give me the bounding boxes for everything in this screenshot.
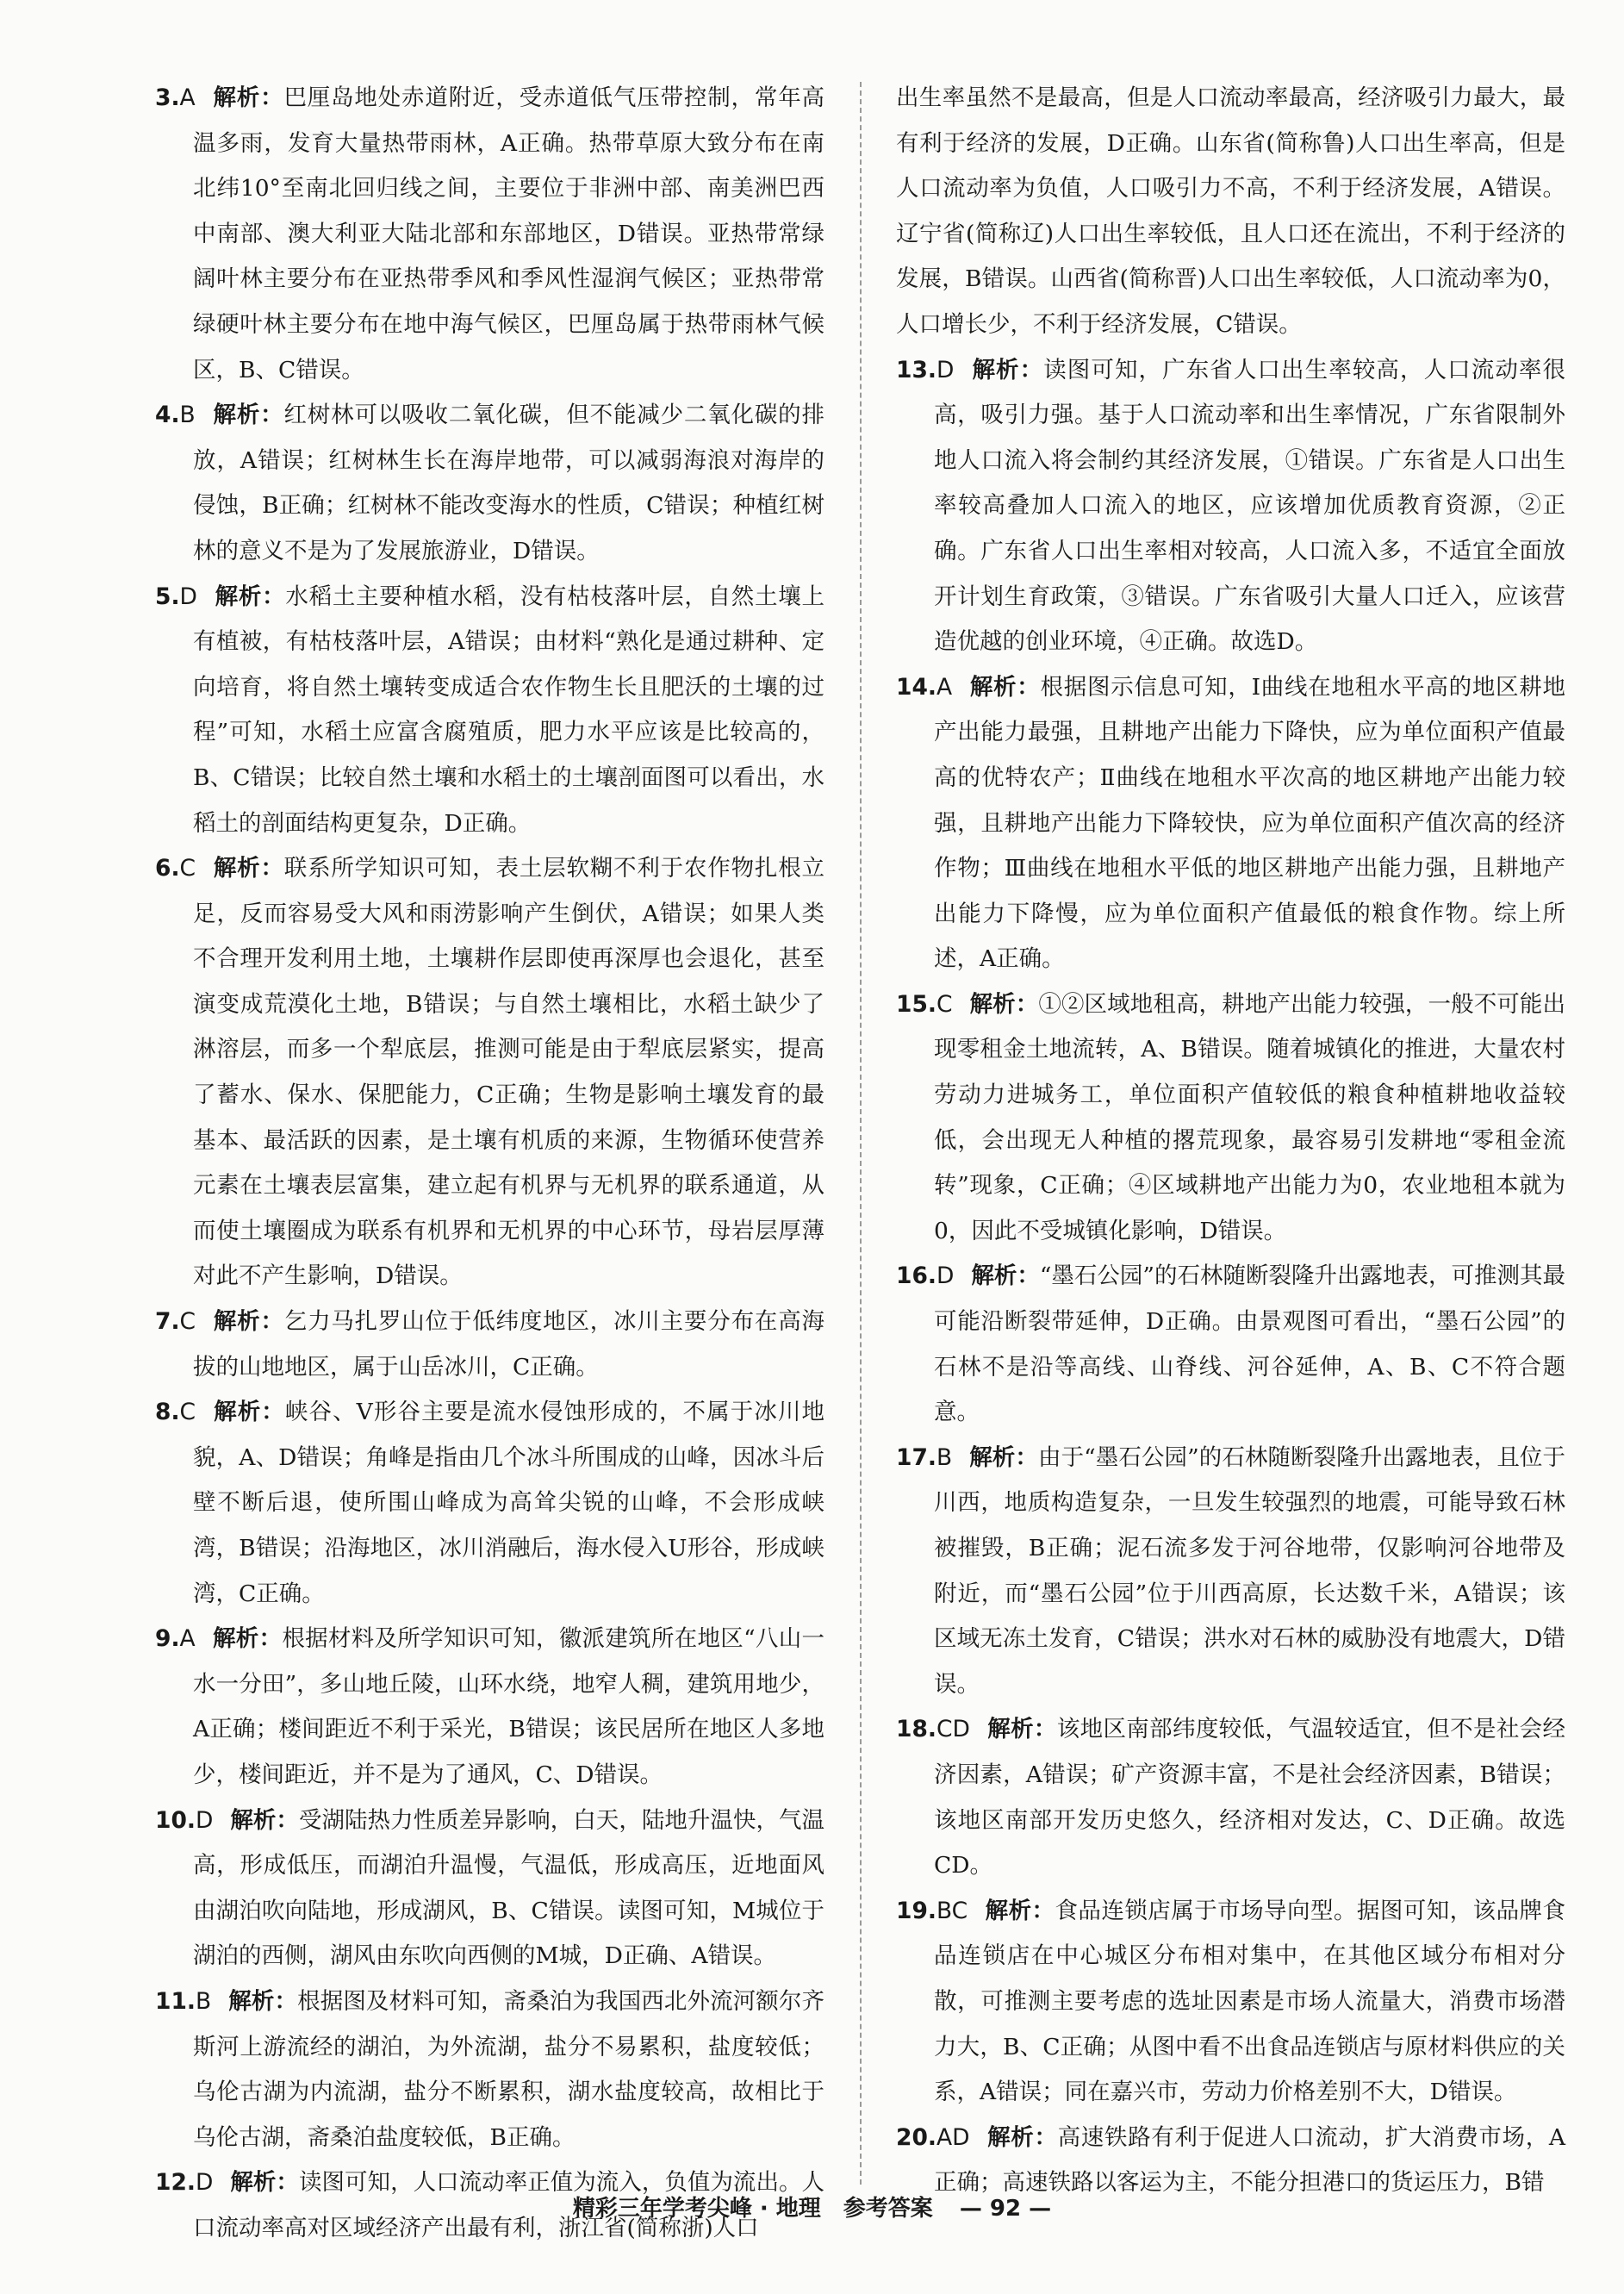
analysis-text: 峡谷、V形谷主要是流水侵蚀形成的，不属于冰川地貌，A、D错误；角峰是指由几个冰斗所围成的山峰，因冰斗后壁不断后退，使所围山峰成为高耸尖锐的山峰，不会形成峡湾，B错误；沿海地区，冰川消融后，海水侵入U形谷，形成峡湾，C正确。 xyxy=(193,1399,824,1607)
analysis-label: 解析： xyxy=(971,356,1044,383)
question-number: 16. xyxy=(896,1262,936,1290)
analysis-label: 解析： xyxy=(212,402,284,429)
analysis-text: 联系所学知识可知，表土层软糊不利于农作物扎根立足，反而容易受大风和雨涝影响产生倒伏，A错误；如果人类不合理开发利用土地，土壤耕作层即使再深厚也会退化，甚至演变成荒漠化土地，B错误；与自然土壤相比，水稻土缺少了淋溶层，而多一个犁底层，推测可能是由于犁底层紧实，提高了蓄水、保水、保肥能力，C正确；生物是影响土壤发育的最基本、最活跃的因素，是土壤有机质的来源，生物循环使营养元素在土壤表层富集，建立起有机界与无机界的联系通道，从而使土壤圈成为联系有机界和无机界的中心环节，母岩层厚薄对此不产生影响，D错误。 xyxy=(193,855,825,1290)
analysis-text: 读图可知，人口流动率正值为流入，负值为流出。人口流动率高对区域经济产出最有利，浙江省(简称浙)人口 xyxy=(193,2169,825,2241)
answer-choice: D xyxy=(195,2169,214,2197)
answer-item xyxy=(155,846,824,1300)
analysis-text: 红树林可以吸收二氧化碳，但不能减少二氧化碳的排放，A错误；红树林生长在海岸地带，可以减弱海浪对海岸的侵蚀，B正确；红树林不能改变海水的性质，C错误；种植红树林的意义不是为了发展旅游业，D错误。 xyxy=(193,402,825,564)
analysis-text: 巴厘岛地处赤道附近，受赤道低气压带控制，常年高温多雨，发育大量热带雨林，A正确。热带草原大致分布在南北纬10°至南北回归线之间，主要位于非洲中部、南美洲巴西中南部、澳大利亚大陆北部和东部地区，D错误。亚热带常绿阔叶林主要分布在亚热带季风和季风性湿润气候区；亚热带常绿硬叶林主要分布在地中海气候区，巴厘岛属于热带雨林气候区，B、C错误。 xyxy=(193,84,825,383)
analysis-text: 乞力马扎罗山位于低纬度地区，冰川主要分布在高海拔的山地地区，属于山岳冰川，C正确。 xyxy=(193,1308,825,1381)
analysis-text: 根据图及材料可知，斋桑泊为我国西北外流河额尔齐斯河上游流经的湖泊，为外流湖，盐分不易累积，盐度较低；乌伦古湖为内流湖，盐分不断累积，湖水盐度较高，故相比于乌伦古湖，斋桑泊盐度较低，B正确。 xyxy=(193,1987,825,2151)
analysis-label: 解析： xyxy=(986,1716,1057,1743)
question-number: 14. xyxy=(896,673,936,701)
answer-item xyxy=(896,348,1565,665)
analysis-text: 高速铁路有利于促进人口流动，扩大消费市场，A正确；高速铁路以客运为主，不能分担港口的货运压力，B错 xyxy=(934,2123,1566,2197)
question-number: 19. xyxy=(896,1897,936,1924)
answer-choice: CD xyxy=(936,1716,970,1743)
continued-answer-text: 出生率虽然不是最高，但是人口流动率最高，经济吸引力最大，最有利于经济的发展，D正确。山东省(简称鲁)人口出生率高，但是人口流动率为负值，人口吸引力不高，不利于经济发展，A错误。辽宁省(简称辽)人口出生率较低，且人口还在流出，不利于经济的发展，B错误。山西省(简称晋)人口出生率较低，人口流动率为0，人口增长少，不利于经济发展，C错误。 xyxy=(896,84,1565,338)
answer-choice: D xyxy=(936,1262,955,1290)
column-divider xyxy=(860,82,862,2185)
answer-choice: D xyxy=(195,1806,214,1834)
answer-item xyxy=(896,1254,1565,1435)
question-number: 7. xyxy=(155,1308,180,1336)
page-number: — 92 — xyxy=(959,2196,1052,2222)
question-number: 6. xyxy=(155,855,180,882)
answer-item xyxy=(896,1889,1565,2116)
analysis-label: 解析： xyxy=(214,583,286,610)
analysis-text: 读图可知，广东省人口出生率较高，人口流动率很高，吸引力强。基于人口流动率和出生率情况，广东省限制外地人口流入将会制约其经济发展，①错误。广东省是人口出生率较高叠加人口流入的地区，应该增加优质教育资源，②正确。广东省人口出生率相对较高，人口流入多，不适宜全面放开计划生育政策，③错误。广东省吸引大量人口迁入，应该营造优越的创业环境，④正确。故选D。 xyxy=(934,356,1566,656)
answer-item xyxy=(896,665,1565,982)
footer-title: 精彩三年学考尖峰 · 地理 参考答案 xyxy=(572,2196,933,2222)
question-number: 12. xyxy=(155,2169,196,2197)
analysis-text: 受湖陆热力性质差异影响，白天，陆地升温快，气温高，形成低压，而湖泊升温慢，气温低，形成高压，近地面风由湖泊吹向陆地，形成湖风，B、C错误。读图可知，M城位于湖泊的西侧，湖风由东吹向西侧的M城，D正确、A错误。 xyxy=(193,1806,825,1970)
answer-choice: C xyxy=(179,855,196,882)
analysis-text: 由于“墨石公园”的石林随断裂隆升出露地表，且位于川西，地质构造复杂，一旦发生较强烈的地震，可能导致石林被摧毁，B正确；泥石流多发于河谷地带，仅影响河谷地带及附近，而“墨石公园”位于川西高原，长达数千米，A错误；该区域无冻土发育，C错误；洪水对石林的威胁没有地震大，D错误。 xyxy=(934,1443,1565,1698)
answer-item xyxy=(896,982,1565,1255)
question-number: 9. xyxy=(155,1625,180,1653)
analysis-label: 解析： xyxy=(969,1443,1038,1471)
analysis-text: 该地区南部纬度较低，气温较适宜，但不是社会经济因素，A错误；矿产资源丰富，不是社会经济因素，B错误；该地区南部开发历史悠久，经济相对发达，C、D正确。故选CD。 xyxy=(934,1716,1566,1879)
answer-choice: AD xyxy=(936,2123,970,2151)
analysis-label: 解析： xyxy=(971,1262,1040,1290)
answer-choice: A xyxy=(179,84,196,111)
answer-choice: B xyxy=(195,1987,212,2015)
answer-item xyxy=(155,1390,824,1617)
analysis-label: 解析： xyxy=(228,1987,298,2015)
question-number: 15. xyxy=(896,990,936,1018)
analysis-text: 食品连锁店属于市场导向型。据图可知，该品牌食品连锁店在中心城区分布相对集中，在其他区域分布相对分散，可推测主要考虑的选址因素是市场人流量大，消费市场潜力大，B、C正确；从图中看不出食品连锁店与原材料供应的关系，A错误；同在嘉兴市，劳动力价格差别不大，D错误。 xyxy=(934,1897,1565,2106)
page-footer xyxy=(0,2191,1624,2222)
answer-choice: B xyxy=(179,402,196,429)
analysis-label: 解析： xyxy=(969,673,1041,701)
answer-choice: A xyxy=(936,673,953,701)
answer-item xyxy=(155,393,824,574)
answer-choice: D xyxy=(179,583,197,610)
answer-item xyxy=(896,1707,1565,1888)
answer-item xyxy=(155,575,824,847)
question-number: 5. xyxy=(155,583,180,610)
analysis-text: 水稻土主要种植水稻，没有枯枝落叶层，自然土壤上有植被，有枯枝落叶层，A错误；由材料“熟化是通过耕种、定向培育，将自然土壤转变成适合农作物生长且肥沃的土壤的过程”可知，水稻土应富含腐殖质，肥力水平应该是比较高的，B、C错误；比较自然土壤和水稻土的土壤剖面图可以看出，水稻土的剖面结构更复杂，D正确。 xyxy=(193,583,825,837)
answer-choice: C xyxy=(179,1308,196,1336)
left-column xyxy=(155,76,824,2252)
right-column xyxy=(896,76,1565,2206)
question-number: 10. xyxy=(155,1806,196,1834)
analysis-text: ①②区域地租高，耕地产出能力较强，一般不可能出现零租金土地流转，A、B错误。随着城镇化的推进，大量农村劳动力进城务工，单位面积产值较低的粮食种植耕地收益较低，会出现无人种植的撂荒现象，最容易引发耕地“零租金流转”现象，C正确；④区域耕地产出能力为0，农业地租本就为0，因此不受城镇化影响，D错误。 xyxy=(934,990,1566,1244)
answer-item xyxy=(155,1300,824,1390)
question-number: 20. xyxy=(896,2123,936,2151)
analysis-label: 解析： xyxy=(986,2123,1058,2151)
analysis-text: 根据图示信息可知，Ⅰ曲线在地租水平高的地区耕地产出能力最强，且耕地产出能力下降快，应为单位面积产值最高的优特农产；Ⅱ曲线在地租水平次高的地区耕地产出能力较强，且耕地产出能力下降较快，应为单位面积产值次高的经济作物；Ⅲ曲线在地租水平低的地区耕地产出能力强，且耕地产出能力下降慢，应为单位面积产值最低的粮食作物。综上所述，A正确。 xyxy=(934,673,1566,973)
answer-choice: C xyxy=(179,1399,196,1426)
question-number: 4. xyxy=(155,402,180,429)
analysis-label: 解析： xyxy=(969,990,1039,1018)
answer-choice: A xyxy=(179,1625,196,1653)
question-number: 11. xyxy=(155,1987,196,2015)
answer-item xyxy=(155,1617,824,1798)
question-number: 18. xyxy=(896,1716,936,1743)
answer-item xyxy=(155,1979,824,2160)
analysis-label: 解析： xyxy=(230,2169,299,2197)
analysis-text: “墨石公园”的石林随断裂隆升出露地表，可推测其最可能沿断裂带延伸，D正确。由景观图可看出，“墨石公园”的石林不是沿等高线、山脊线、河谷延伸，A、B、C不符合题意。 xyxy=(934,1262,1565,1426)
analysis-text: 根据材料及所学知识可知，徽派建筑所在地区“八山一水一分田”，多山地丘陵，山环水绕，地窄人稠，建筑用地少，A正确；楼间距近不利于采光，B错误；该民居所在地区人多地少，楼间距近，并不是为了通风，C、D错误。 xyxy=(193,1625,824,1788)
question-number: 8. xyxy=(155,1399,180,1426)
answer-choice: D xyxy=(936,356,955,383)
question-number: 3. xyxy=(155,84,180,111)
analysis-label: 解析： xyxy=(230,1806,299,1834)
analysis-label: 解析： xyxy=(212,84,284,111)
answer-choice: B xyxy=(936,1443,953,1471)
analysis-label: 解析： xyxy=(985,1897,1055,1924)
answer-item xyxy=(155,1798,824,1979)
question-number: 13. xyxy=(896,356,936,383)
analysis-label: 解析： xyxy=(213,1399,285,1426)
answer-choice: C xyxy=(936,990,953,1018)
answer-item xyxy=(896,1436,1565,1708)
analysis-label: 解析： xyxy=(213,1308,284,1336)
answer-item xyxy=(155,76,824,393)
answer-choice: BC xyxy=(936,1897,968,1924)
question-number: 17. xyxy=(896,1443,936,1471)
analysis-label: 解析： xyxy=(212,1625,283,1653)
analysis-label: 解析： xyxy=(213,855,284,882)
